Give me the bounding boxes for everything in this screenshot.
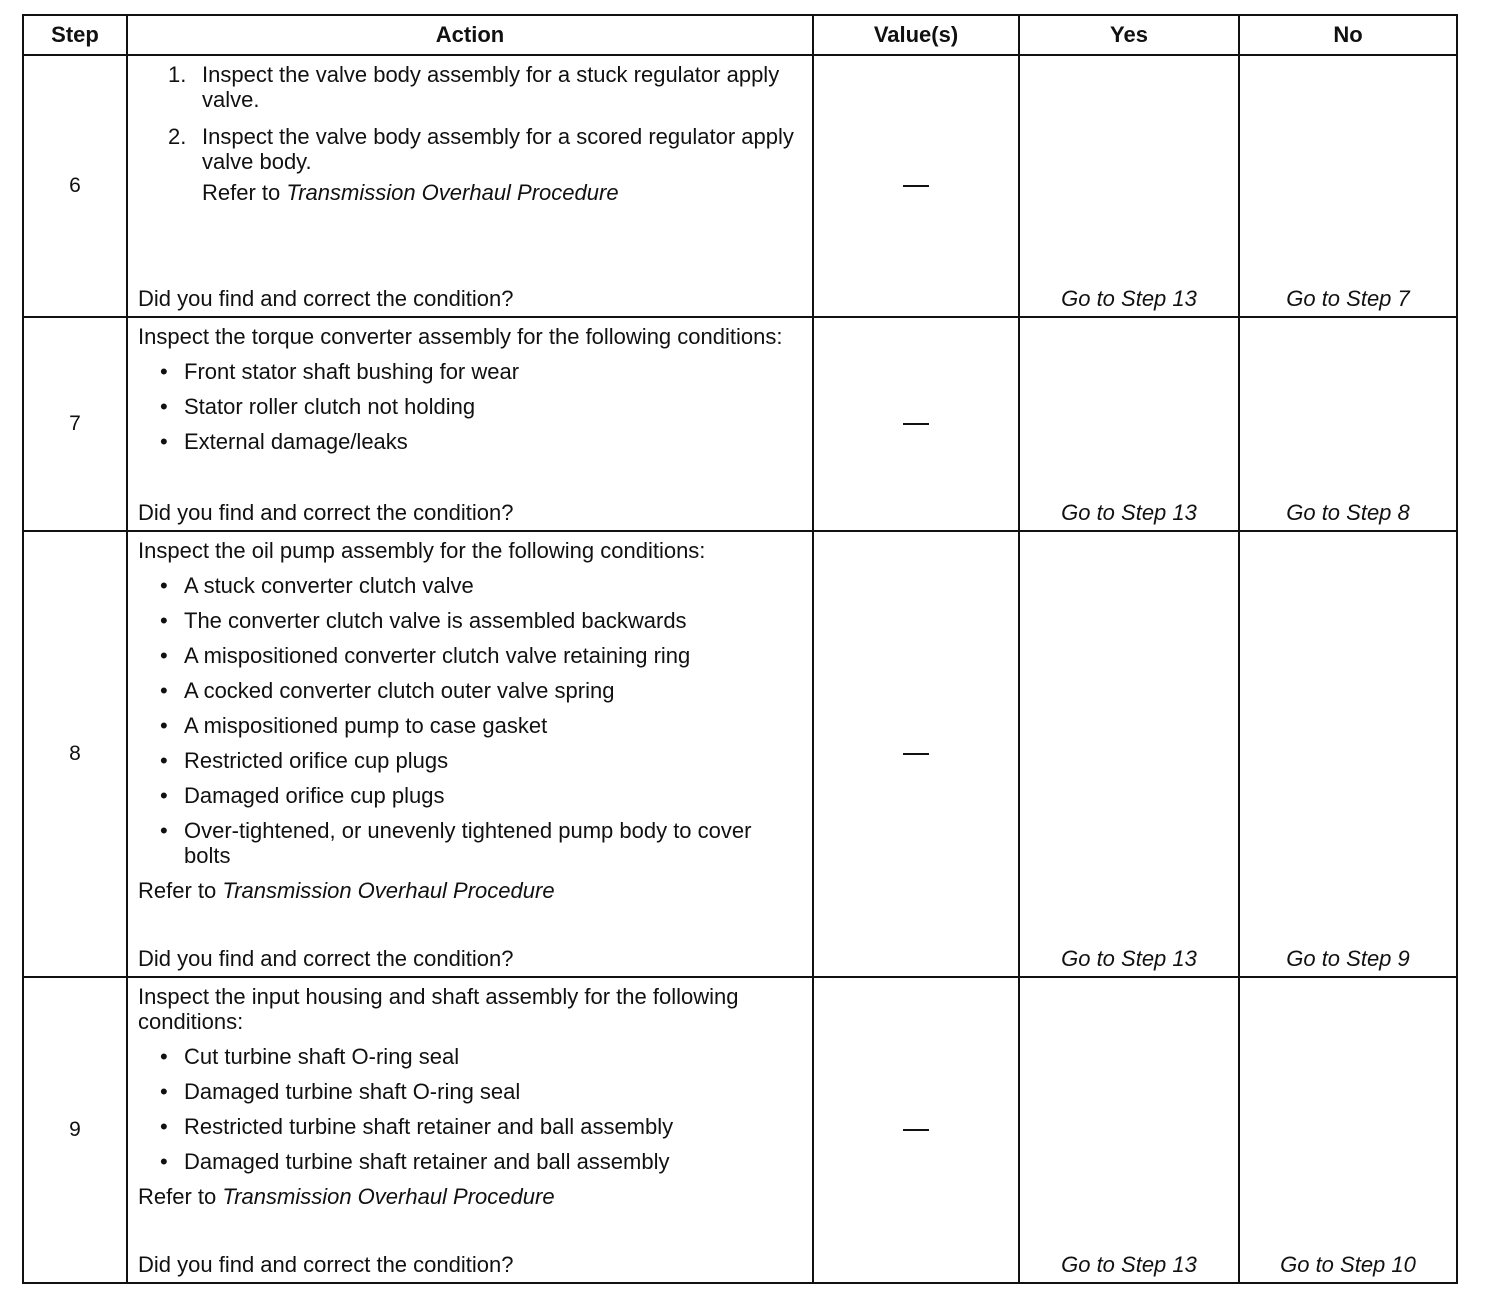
table-row-step-6 [23, 55, 1457, 317]
list-item: 2. Inspect the valve body assembly for a scored regulator apply valve body. [168, 124, 794, 174]
value-cell [813, 55, 1019, 317]
table-row-step-8 [23, 531, 1457, 977]
refer-text: Refer to Transmission Overhaul Procedure [138, 1184, 555, 1209]
yes-cell: Go to Step 13 [1019, 55, 1239, 317]
no-cell: Go to Step 8 [1239, 317, 1457, 531]
step-number: 9 [23, 977, 127, 1283]
procedure-reference: Transmission Overhaul Procedure [222, 1184, 555, 1209]
bullet-list [160, 573, 802, 868]
list-item: • External damage/leaks [160, 429, 408, 454]
list-item: • Cut turbine shaft O-ring seal [160, 1044, 460, 1069]
no-cell: Go to Step 7 [1239, 55, 1457, 317]
header-yes: Yes [1019, 15, 1239, 55]
no-cell: Go to Step 10 [1239, 977, 1457, 1283]
procedure-reference: Transmission Overhaul Procedure [222, 878, 555, 903]
header-no: No [1239, 15, 1457, 55]
value-cell [813, 977, 1019, 1283]
header-values: Value(s) [813, 15, 1019, 55]
bullet-list [160, 1044, 802, 1174]
list-item: • A stuck converter clutch valve [160, 573, 474, 598]
step-number: 8 [23, 531, 127, 977]
list-item: • A mispositioned pump to case gasket [160, 713, 548, 738]
question-text: Did you find and correct the condition? [138, 286, 514, 311]
intro-text: Inspect the torque converter assembly for the following conditions: [138, 324, 783, 349]
list-item: • The converter clutch valve is assembled backwards [160, 608, 687, 633]
list-item: • Damaged orifice cup plugs [160, 783, 445, 808]
action-cell [127, 317, 813, 531]
list-item: 1. Inspect the valve body assembly for a stuck regulator apply valve. [168, 62, 780, 112]
value-cell [813, 531, 1019, 977]
no-cell: Go to Step 9 [1239, 531, 1457, 977]
list-item: • A mispositioned converter clutch valve retaining ring [160, 643, 691, 668]
yes-cell: Go to Step 13 [1019, 977, 1239, 1283]
table-row-step-7 [23, 317, 1457, 531]
procedure-reference: Transmission Overhaul Procedure [286, 180, 619, 205]
step-number: 7 [23, 317, 127, 531]
refer-text: Refer to Transmission Overhaul Procedure [202, 180, 619, 205]
refer-text: Refer to Transmission Overhaul Procedure [138, 878, 555, 903]
header-action: Action [127, 15, 813, 55]
question-text: Did you find and correct the condition? [138, 1252, 514, 1277]
diagnostic-table [22, 14, 1458, 1284]
question-text: Did you find and correct the condition? [138, 500, 514, 525]
intro-text: Inspect the oil pump assembly for the following conditions: [138, 538, 706, 563]
question-text: Did you find and correct the condition? [138, 946, 514, 971]
yes-cell: Go to Step 13 [1019, 531, 1239, 977]
action-cell [127, 977, 813, 1283]
list-item: • Restricted turbine shaft retainer and ball assembly [160, 1114, 674, 1139]
list-item: • Front stator shaft bushing for wear [160, 359, 520, 384]
numbered-list [168, 62, 802, 205]
step-number: 6 [23, 55, 127, 317]
list-item: • A cocked converter clutch outer valve spring [160, 678, 615, 703]
list-item: • Damaged turbine shaft retainer and ball assembly [160, 1149, 670, 1174]
bullet-list [160, 359, 802, 454]
yes-cell: Go to Step 13 [1019, 317, 1239, 531]
header-row [23, 15, 1457, 55]
action-cell [127, 531, 813, 977]
dash-value [903, 423, 929, 425]
dash-value [903, 185, 929, 187]
list-item: • Over-tightened, or unevenly tightened pump body to cover bolts [160, 818, 752, 868]
dash-value [903, 753, 929, 755]
action-cell [127, 55, 813, 317]
dash-value [903, 1129, 929, 1131]
table-row-step-9 [23, 977, 1457, 1283]
value-cell [813, 317, 1019, 531]
header-step: Step [23, 15, 127, 55]
intro-text: Inspect the input housing and shaft assembly for the following conditions: [138, 984, 739, 1034]
list-item: • Damaged turbine shaft O-ring seal [160, 1079, 521, 1104]
list-item: • Stator roller clutch not holding [160, 394, 476, 419]
list-item: • Restricted orifice cup plugs [160, 748, 449, 773]
